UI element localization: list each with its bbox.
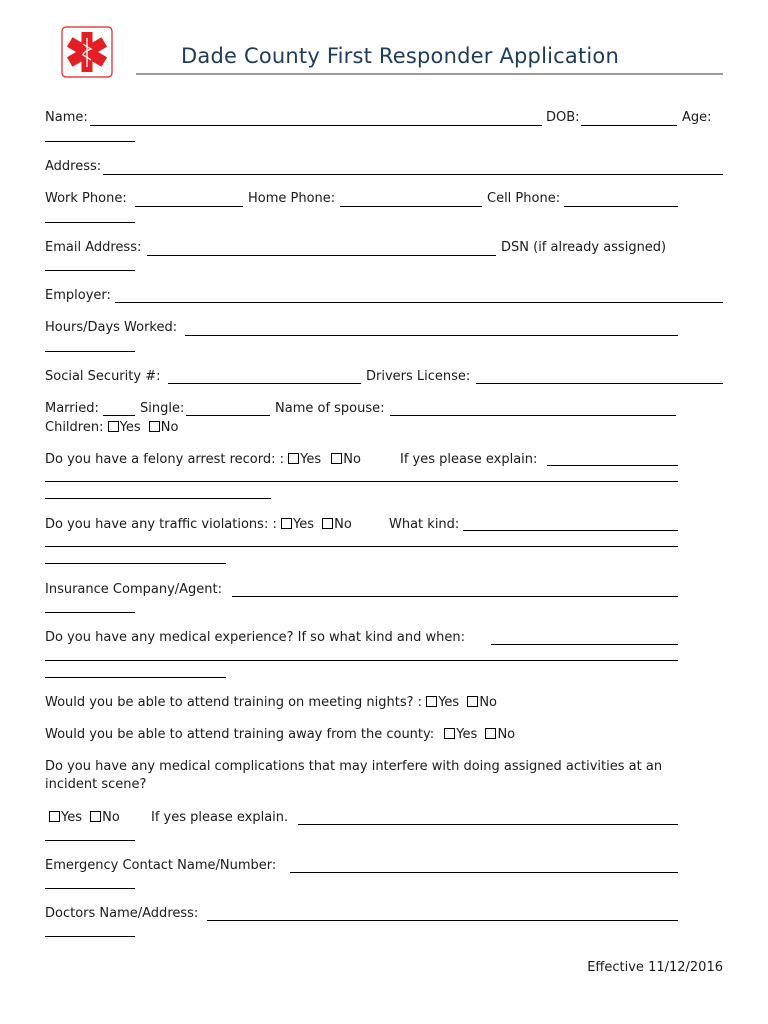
felony-explain-label: If yes please explain: xyxy=(400,452,538,467)
insurance-field[interactable] xyxy=(232,596,678,597)
complications-yes-checkbox[interactable] xyxy=(49,811,60,822)
cell-phone-field[interactable] xyxy=(564,206,678,207)
work-phone-label: Work Phone: xyxy=(45,191,127,206)
complications-explain-label: If yes please explain. xyxy=(151,810,289,825)
complications-row xyxy=(49,810,120,826)
emergency-field[interactable] xyxy=(290,872,678,873)
felony-no-label: No xyxy=(343,452,361,467)
star-of-life-icon xyxy=(61,26,113,78)
medical-exp-line-3[interactable] xyxy=(45,677,226,678)
email-label: Email Address: xyxy=(45,240,142,255)
doctors-field-cont[interactable] xyxy=(45,936,135,937)
page-title: Dade County First Responder Application xyxy=(181,44,619,68)
felony-label: Do you have a felony arrest record: : xyxy=(45,452,285,467)
traffic-no-checkbox[interactable] xyxy=(322,518,333,529)
children-yes-label: Yes xyxy=(119,420,141,435)
training-away-yes-label: Yes xyxy=(456,727,478,742)
training-away-yes-checkbox[interactable] xyxy=(444,728,455,739)
felony-yes-checkbox[interactable] xyxy=(288,453,299,464)
training-nights-yes-checkbox[interactable] xyxy=(426,696,437,707)
doctors-field[interactable] xyxy=(207,920,678,921)
training-nights-label: Would you be able to attend training on meeting nights? : xyxy=(45,695,423,710)
training-nights-no-checkbox[interactable] xyxy=(467,696,478,707)
children-no-checkbox[interactable] xyxy=(149,421,160,432)
single-field[interactable] xyxy=(186,415,270,416)
effective-date: Effective 11/12/2016 xyxy=(587,960,723,975)
dob-label: DOB: xyxy=(546,110,580,125)
traffic-yes-checkbox[interactable] xyxy=(281,518,292,529)
age-label: Age: xyxy=(682,110,712,125)
ssn-label: Social Security #: xyxy=(45,369,161,384)
complications-no-checkbox[interactable] xyxy=(90,811,101,822)
traffic-row xyxy=(45,517,352,533)
employer-label: Employer: xyxy=(45,288,111,303)
training-nights-no-label: No xyxy=(479,695,498,710)
felony-row xyxy=(45,452,361,468)
traffic-label: Do you have any traffic violations: : xyxy=(45,517,277,532)
training-nights-row xyxy=(45,695,497,711)
traffic-kind-line-2[interactable] xyxy=(45,546,678,547)
name-field[interactable] xyxy=(90,125,542,126)
felony-explain-field[interactable] xyxy=(547,465,678,466)
title-divider xyxy=(136,73,723,75)
complications-yes-label: Yes xyxy=(61,810,82,825)
complications-explain-field-cont[interactable] xyxy=(45,840,135,841)
dob-field[interactable] xyxy=(581,125,677,126)
traffic-no-label: No xyxy=(334,517,352,532)
married-label: Married: xyxy=(45,401,99,416)
home-phone-field[interactable] xyxy=(340,206,482,207)
children-row xyxy=(45,420,178,436)
complications-label-line-2: incident scene? xyxy=(45,777,147,792)
dsn-label: DSN (if already assigned) xyxy=(501,240,667,255)
spouse-field[interactable] xyxy=(390,415,676,416)
children-no-label: No xyxy=(160,420,179,435)
children-yes-checkbox[interactable] xyxy=(108,421,119,432)
complications-explain-field[interactable] xyxy=(298,824,678,825)
cell-phone-label: Cell Phone: xyxy=(487,191,561,206)
spouse-label: Name of spouse: xyxy=(275,401,385,416)
traffic-kind-field[interactable] xyxy=(463,530,678,531)
address-label: Address: xyxy=(45,159,102,174)
ssn-field[interactable] xyxy=(168,383,361,384)
license-field[interactable] xyxy=(476,383,723,384)
name-label: Name: xyxy=(45,110,88,125)
training-nights-yes-label: Yes xyxy=(438,695,460,710)
training-away-label: Would you be able to attend training away from the county: xyxy=(45,727,435,742)
employer-field[interactable] xyxy=(115,302,723,303)
home-phone-label: Home Phone: xyxy=(248,191,336,206)
age-field[interactable] xyxy=(45,141,135,142)
complications-no-label: No xyxy=(102,810,120,825)
address-field[interactable] xyxy=(103,174,723,175)
medical-exp-line-2[interactable] xyxy=(45,660,678,661)
children-label: Children: xyxy=(45,420,104,435)
hours-field-cont[interactable] xyxy=(45,351,135,352)
emergency-label: Emergency Contact Name/Number: xyxy=(45,858,277,873)
single-label: Single: xyxy=(140,401,185,416)
training-away-no-checkbox[interactable] xyxy=(485,728,496,739)
traffic-kind-label: What kind: xyxy=(389,517,460,532)
traffic-kind-line-3[interactable] xyxy=(45,563,226,564)
married-field[interactable] xyxy=(103,415,135,416)
training-away-row xyxy=(45,727,515,743)
complications-label-line-1: Do you have any medical complications that may interfere with doing assigned activities at an xyxy=(45,759,663,774)
felony-yes-label: Yes xyxy=(300,452,322,467)
training-away-no-label: No xyxy=(497,727,516,742)
insurance-label: Insurance Company/Agent: xyxy=(45,582,222,597)
insurance-field-cont[interactable] xyxy=(45,612,135,613)
hours-field[interactable] xyxy=(185,335,678,336)
doctors-label: Doctors Name/Address: xyxy=(45,906,199,921)
email-field[interactable] xyxy=(147,255,496,256)
license-label: Drivers License: xyxy=(366,369,471,384)
work-phone-field[interactable] xyxy=(135,206,243,207)
felony-no-checkbox[interactable] xyxy=(331,453,342,464)
traffic-yes-label: Yes xyxy=(292,517,314,532)
emergency-field-cont[interactable] xyxy=(45,888,135,889)
felony-explain-line-2[interactable] xyxy=(45,481,678,482)
medical-exp-label: Do you have any medical experience? If so what kind and when: xyxy=(45,630,465,645)
dsn-field[interactable] xyxy=(45,270,135,271)
medical-exp-field[interactable] xyxy=(491,644,678,645)
felony-explain-line-3[interactable] xyxy=(45,498,271,499)
cell-phone-field-cont[interactable] xyxy=(45,222,135,223)
hours-label: Hours/Days Worked: xyxy=(45,320,178,335)
